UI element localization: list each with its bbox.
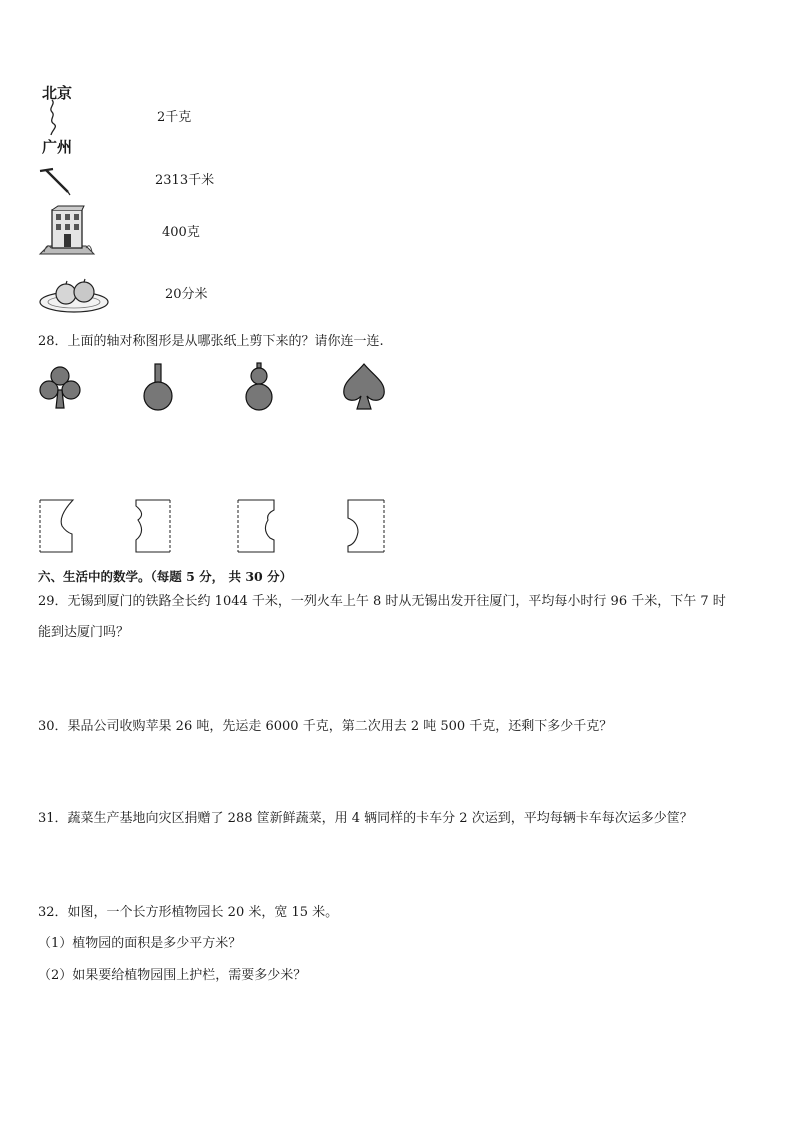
- map-bottom-city: 广州: [42, 138, 73, 156]
- building-icon: [38, 204, 96, 256]
- paper-pattern-a: [38, 498, 78, 556]
- match-value-4: 20分米: [165, 287, 208, 302]
- q31-text: 31．蔬菜生产基地向灾区捐赠了 288 筐新鲜蔬菜，用 4 辆同样的卡车分 2 次运到，平均每辆卡车每次运多少筐？: [38, 811, 693, 826]
- fruit-plate-icon: [38, 276, 110, 314]
- paper-pattern-b: [132, 498, 174, 556]
- gourd-shape-icon: [242, 362, 276, 412]
- match-value-3: 400克: [162, 225, 200, 240]
- map-top-city: 北京: [42, 84, 73, 102]
- q32-sub1: （1）植物园的面积是多少平方米？: [38, 936, 242, 951]
- section6-title: 六、生活中的数学。（每题 5 分， 共 30 分）: [38, 569, 293, 584]
- q32-text: 32．如图，一个长方形植物园长 20 米，宽 15 米。: [38, 905, 339, 920]
- paper-pattern-d: [344, 498, 388, 556]
- nail-icon: [38, 166, 72, 196]
- paper-pattern-c: [236, 498, 278, 556]
- q29-line2: 能到达厦门吗？: [38, 625, 130, 640]
- club-shape-icon: [38, 364, 82, 412]
- q29-line1: 29．无锡到厦门的铁路全长约 1044 千米，一列火车上午 8 时从无锡出发开往厦门，平均每小时行 96 千米，下午 7 时: [38, 594, 726, 609]
- spade-shape-icon: [340, 362, 388, 412]
- q30-text: 30．果品公司收购苹果 26 吨，先运走 6000 千克，第二次用去 2 吨 500 千克，还剩下多少千克？: [38, 719, 613, 734]
- q28-text: 28．上面的轴对称图形是从哪张纸上剪下来的？请你连一连.: [38, 334, 384, 349]
- q32-sub2: （2）如果要给植物园围上护栏，需要多少米？: [38, 968, 307, 983]
- match-value-2: 2313千米: [155, 173, 215, 188]
- railway-line-icon: [38, 98, 78, 138]
- match-value-1: 2千克: [157, 110, 192, 125]
- bottle-shape-icon: [140, 362, 176, 412]
